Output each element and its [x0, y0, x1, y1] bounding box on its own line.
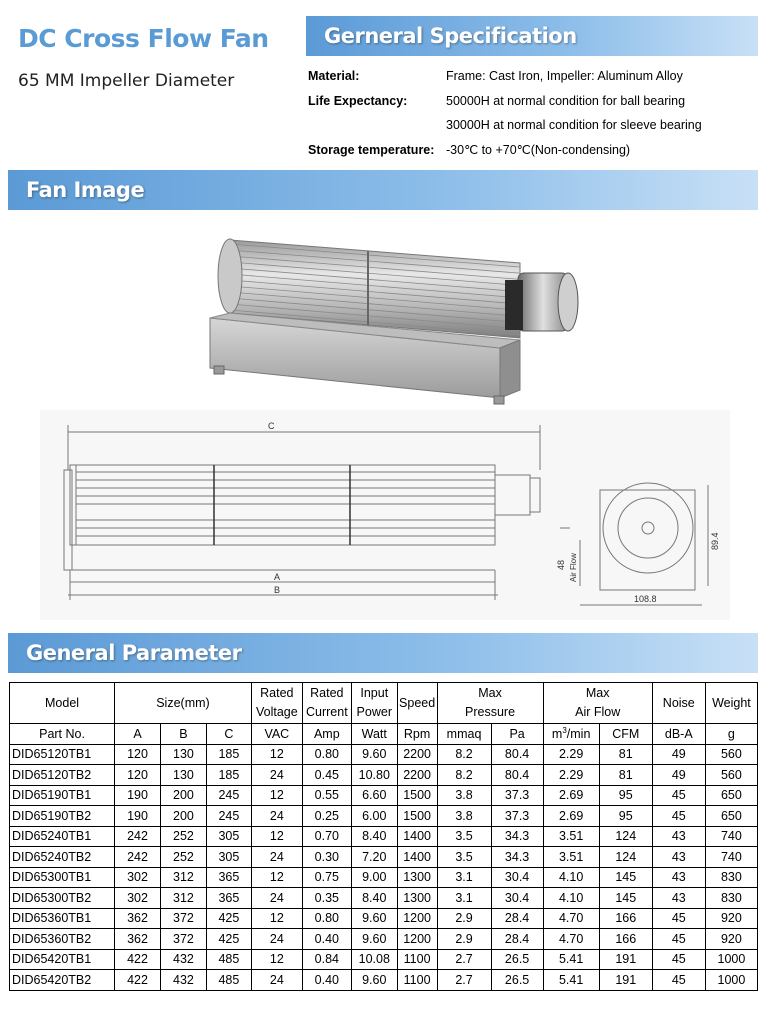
table-cell: 24 — [251, 929, 302, 950]
table-cell: 43 — [652, 826, 705, 847]
table-cell: 362 — [115, 908, 161, 929]
table-cell: 30.4 — [491, 867, 543, 888]
table-cell: 1500 — [397, 785, 437, 806]
table-cell: 37.3 — [491, 785, 543, 806]
unit-cfm: CFM — [599, 724, 652, 745]
table-cell: 740 — [705, 847, 757, 868]
table-cell: 3.51 — [543, 826, 599, 847]
table-cell: 28.4 — [491, 908, 543, 929]
table-unit-row — [10, 724, 758, 745]
spec-label: Material: — [308, 69, 360, 83]
table-cell: 252 — [161, 826, 207, 847]
table-cell: 560 — [705, 765, 757, 786]
table-cell: 80.4 — [491, 744, 543, 765]
table-cell: 485 — [206, 949, 251, 970]
unit-dba: dB-A — [652, 724, 705, 745]
table-row — [10, 867, 758, 888]
table-cell: 8.40 — [351, 888, 397, 909]
col-current: Rated Current — [302, 683, 351, 724]
table-cell: 422 — [115, 970, 161, 991]
col-model: Model — [10, 683, 115, 724]
table-cell: 95 — [599, 806, 652, 827]
table-cell: 3.51 — [543, 847, 599, 868]
table-cell: 34.3 — [491, 826, 543, 847]
table-cell: 2.7 — [437, 970, 491, 991]
table-cell: 0.30 — [302, 847, 351, 868]
spec-row — [308, 64, 758, 89]
table-cell: 145 — [599, 888, 652, 909]
parameter-table — [9, 682, 758, 991]
table-cell: 95 — [599, 785, 652, 806]
parameter-rows — [10, 744, 758, 990]
table-cell: 0.75 — [302, 867, 351, 888]
table-cell: 5.41 — [543, 949, 599, 970]
table-cell: 45 — [652, 908, 705, 929]
table-row — [10, 826, 758, 847]
table-cell: 191 — [599, 970, 652, 991]
unit-rpm: Rpm — [397, 724, 437, 745]
table-row — [10, 765, 758, 786]
part-number-cell: DID65300TB2 — [10, 888, 115, 909]
table-cell: 305 — [206, 847, 251, 868]
table-cell: 200 — [161, 785, 207, 806]
part-number-cell: DID65240TB2 — [10, 847, 115, 868]
spec-label: Life Expectancy: — [308, 93, 408, 108]
table-cell: 24 — [251, 806, 302, 827]
spec-value: -30℃ to +70℃(Non-condensing) — [446, 143, 631, 158]
table-cell: 45 — [652, 929, 705, 950]
table-cell: 1400 — [397, 826, 437, 847]
table-row — [10, 785, 758, 806]
table-cell: 312 — [161, 888, 207, 909]
airflow-label: Air Flow — [569, 553, 578, 582]
col-power: Input Power — [351, 683, 397, 724]
table-cell: 185 — [206, 765, 251, 786]
table-cell: 2.29 — [543, 765, 599, 786]
table-cell: 252 — [161, 847, 207, 868]
part-number-cell: DID65360TB1 — [10, 908, 115, 929]
table-row — [10, 847, 758, 868]
table-cell: 0.25 — [302, 806, 351, 827]
spec-row — [308, 138, 758, 163]
table-cell: 26.5 — [491, 970, 543, 991]
unit-m3min: $m^3/\min$ — [543, 724, 599, 745]
page-title: DC Cross Flow Fan — [18, 24, 269, 53]
table-header-row — [10, 683, 758, 724]
table-cell: 12 — [251, 826, 302, 847]
table-cell: 120 — [115, 765, 161, 786]
dim-height: 89.4 — [710, 532, 720, 550]
table-cell: 0.84 — [302, 949, 351, 970]
table-cell: 8.2 — [437, 765, 491, 786]
table-cell: 30.4 — [491, 888, 543, 909]
table-cell: 2.7 — [437, 949, 491, 970]
table-row — [10, 970, 758, 991]
spec-row — [308, 89, 758, 114]
table-cell: 45 — [652, 970, 705, 991]
dimension-drawing — [40, 410, 730, 620]
table-cell: 2200 — [397, 765, 437, 786]
part-number-cell: DID65240TB1 — [10, 826, 115, 847]
table-cell: 4.70 — [543, 929, 599, 950]
unit-mmaq: mmaq — [437, 724, 491, 745]
col-voltage: Rated Voltage — [251, 683, 302, 724]
table-cell: 0.45 — [302, 765, 351, 786]
table-cell: 425 — [206, 908, 251, 929]
table-cell: 34.3 — [491, 847, 543, 868]
table-cell: 49 — [652, 765, 705, 786]
table-cell: 145 — [599, 867, 652, 888]
table-cell: 0.80 — [302, 744, 351, 765]
table-cell: 9.60 — [351, 908, 397, 929]
col-noise: Noise — [652, 683, 705, 724]
table-cell: 124 — [599, 847, 652, 868]
table-cell: 302 — [115, 888, 161, 909]
unit-part: Part No. — [10, 724, 115, 745]
table-cell: 1400 — [397, 847, 437, 868]
table-cell: 130 — [161, 744, 207, 765]
table-row — [10, 806, 758, 827]
table-cell: 12 — [251, 785, 302, 806]
part-number-cell: DID65300TB1 — [10, 867, 115, 888]
table-cell: 1100 — [397, 970, 437, 991]
table-cell: 185 — [206, 744, 251, 765]
spec-value: 50000H at normal condition for ball bearing — [446, 93, 686, 108]
table-cell: 12 — [251, 867, 302, 888]
table-cell: 302 — [115, 867, 161, 888]
col-weight: Weight — [705, 683, 757, 724]
table-cell: 12 — [251, 908, 302, 929]
table-cell: 124 — [599, 826, 652, 847]
part-number-cell: DID65120TB2 — [10, 765, 115, 786]
general-spec-banner: Gerneral Specification — [306, 16, 758, 56]
table-cell: 9.00 — [351, 867, 397, 888]
table-cell: 1000 — [705, 949, 757, 970]
table-cell: 1500 — [397, 806, 437, 827]
table-cell: 8.40 — [351, 826, 397, 847]
unit-vac: VAC — [251, 724, 302, 745]
part-number-cell: DID65420TB2 — [10, 970, 115, 991]
table-cell: 37.3 — [491, 806, 543, 827]
table-cell: 166 — [599, 908, 652, 929]
part-number-cell: DID65190TB2 — [10, 806, 115, 827]
table-cell: 0.35 — [302, 888, 351, 909]
table-cell: 1200 — [397, 929, 437, 950]
table-row — [10, 929, 758, 950]
table-cell: 10.08 — [351, 949, 397, 970]
unit-a: A — [115, 724, 161, 745]
table-cell: 2.9 — [437, 929, 491, 950]
table-cell: 1200 — [397, 908, 437, 929]
col-speed: Speed — [397, 683, 437, 724]
spec-label: Storage temperature: — [308, 143, 435, 158]
table-cell: 3.1 — [437, 888, 491, 909]
table-cell: 305 — [206, 826, 251, 847]
table-cell: 3.8 — [437, 785, 491, 806]
col-pressure: Max Pressure — [437, 683, 543, 724]
table-cell: 2.29 — [543, 744, 599, 765]
table-cell: 24 — [251, 888, 302, 909]
table-cell: 3.5 — [437, 826, 491, 847]
table-row — [10, 888, 758, 909]
spec-value: 30000H at normal condition for sleeve bearing — [446, 118, 702, 133]
page-subtitle: 65 MM Impeller Diameter — [18, 71, 235, 91]
table-cell: 920 — [705, 908, 757, 929]
table-cell: 43 — [652, 888, 705, 909]
table-cell: 24 — [251, 765, 302, 786]
table-cell: 81 — [599, 765, 652, 786]
table-cell: 6.00 — [351, 806, 397, 827]
table-cell: 2.69 — [543, 785, 599, 806]
table-cell: 2200 — [397, 744, 437, 765]
table-cell: 130 — [161, 765, 207, 786]
table-cell: 43 — [652, 867, 705, 888]
table-cell: 740 — [705, 826, 757, 847]
table-cell: 24 — [251, 970, 302, 991]
table-cell: 0.80 — [302, 908, 351, 929]
dim-label-a: A — [274, 572, 281, 582]
table-cell: 432 — [161, 970, 207, 991]
spec-list — [308, 64, 758, 163]
table-cell: 1300 — [397, 888, 437, 909]
table-cell: 6.60 — [351, 785, 397, 806]
table-cell: 24 — [251, 847, 302, 868]
col-airflow: Max Air Flow — [543, 683, 652, 724]
table-cell: 245 — [206, 806, 251, 827]
table-cell: 432 — [161, 949, 207, 970]
table-cell: 10.80 — [351, 765, 397, 786]
part-number-cell: DID65360TB2 — [10, 929, 115, 950]
table-cell: 830 — [705, 888, 757, 909]
table-cell: 45 — [652, 806, 705, 827]
table-cell: 2.69 — [543, 806, 599, 827]
unit-b: B — [161, 724, 207, 745]
table-cell: 45 — [652, 949, 705, 970]
table-cell: 422 — [115, 949, 161, 970]
table-cell: 9.60 — [351, 970, 397, 991]
table-cell: 425 — [206, 929, 251, 950]
fan-image-banner: Fan Image — [8, 170, 758, 210]
unit-g: g — [705, 724, 757, 745]
part-number-cell: DID65190TB1 — [10, 785, 115, 806]
table-cell: 1000 — [705, 970, 757, 991]
table-cell: 1300 — [397, 867, 437, 888]
table-cell: 0.70 — [302, 826, 351, 847]
table-cell: 9.60 — [351, 744, 397, 765]
table-cell: 5.41 — [543, 970, 599, 991]
table-cell: 245 — [206, 785, 251, 806]
part-number-cell: DID65420TB1 — [10, 949, 115, 970]
unit-c: C — [206, 724, 251, 745]
dim-label-b: B — [274, 585, 281, 595]
table-cell: 560 — [705, 744, 757, 765]
table-cell: 81 — [599, 744, 652, 765]
table-row — [10, 744, 758, 765]
table-cell: 28.4 — [491, 929, 543, 950]
table-cell: 4.70 — [543, 908, 599, 929]
table-cell: 8.2 — [437, 744, 491, 765]
unit-amp: Amp — [302, 724, 351, 745]
spec-row — [308, 113, 758, 138]
dim-width: 108.8 — [634, 594, 657, 604]
table-row — [10, 949, 758, 970]
table-cell: 166 — [599, 929, 652, 950]
table-cell: 80.4 — [491, 765, 543, 786]
col-size: Size(mm) — [115, 683, 252, 724]
table-cell: 0.40 — [302, 970, 351, 991]
table-cell: 3.5 — [437, 847, 491, 868]
dim-outlet: 48 — [556, 559, 566, 570]
table-cell: 362 — [115, 929, 161, 950]
part-number-cell: DID65120TB1 — [10, 744, 115, 765]
table-cell: 4.10 — [543, 867, 599, 888]
table-cell: 920 — [705, 929, 757, 950]
table-cell: 9.60 — [351, 929, 397, 950]
table-cell: 3.1 — [437, 867, 491, 888]
table-cell: 190 — [115, 785, 161, 806]
table-cell: 2.9 — [437, 908, 491, 929]
table-cell: 372 — [161, 908, 207, 929]
table-cell: 0.55 — [302, 785, 351, 806]
table-cell: 365 — [206, 867, 251, 888]
table-cell: 830 — [705, 867, 757, 888]
general-parameter-banner: General Parameter — [8, 633, 758, 673]
table-cell: 4.10 — [543, 888, 599, 909]
dim-label-c: C — [268, 421, 275, 431]
table-cell: 242 — [115, 826, 161, 847]
table-cell: 3.8 — [437, 806, 491, 827]
table-cell: 120 — [115, 744, 161, 765]
table-cell: 12 — [251, 744, 302, 765]
unit-pa: Pa — [491, 724, 543, 745]
table-cell: 49 — [652, 744, 705, 765]
fan-photo — [200, 218, 600, 408]
table-cell: 372 — [161, 929, 207, 950]
table-cell: 312 — [161, 867, 207, 888]
table-cell: 1100 — [397, 949, 437, 970]
table-cell: 485 — [206, 970, 251, 991]
table-cell: 7.20 — [351, 847, 397, 868]
table-cell: 200 — [161, 806, 207, 827]
table-row — [10, 908, 758, 929]
table-cell: 650 — [705, 806, 757, 827]
table-cell: 191 — [599, 949, 652, 970]
table-cell: 0.40 — [302, 929, 351, 950]
unit-watt: Watt — [351, 724, 397, 745]
table-cell: 26.5 — [491, 949, 543, 970]
spec-value: Frame: Cast Iron, Impeller: Aluminum Alloy — [446, 69, 683, 83]
table-cell: 45 — [652, 785, 705, 806]
table-cell: 43 — [652, 847, 705, 868]
table-cell: 12 — [251, 949, 302, 970]
table-cell: 242 — [115, 847, 161, 868]
table-cell: 190 — [115, 806, 161, 827]
table-cell: 650 — [705, 785, 757, 806]
table-cell: 365 — [206, 888, 251, 909]
